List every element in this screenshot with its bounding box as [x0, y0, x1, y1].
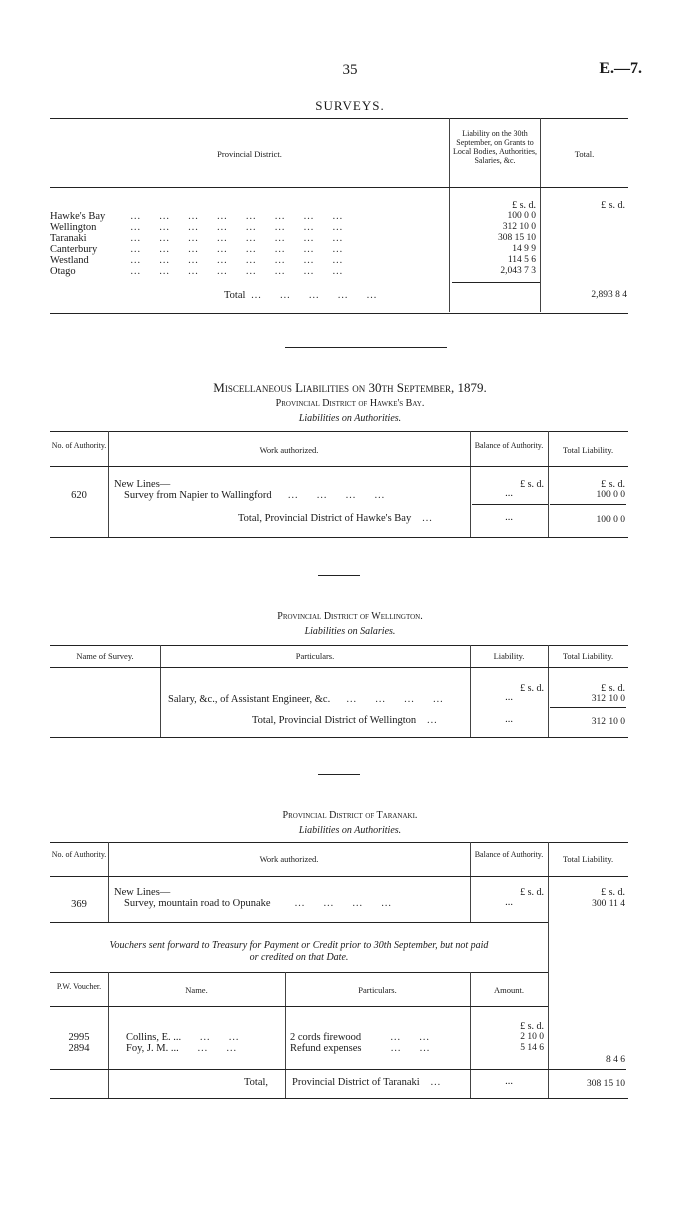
col-balance: Balance of Authority. [474, 850, 544, 859]
district-title: Provincial District of Taranaki. [282, 810, 418, 821]
total-label-district: Provincial District of Taranaki … [292, 1077, 441, 1088]
district-name: Hawke's Bay [50, 211, 106, 222]
currency-header: £ s. d. [520, 887, 544, 898]
total-liab: ... [505, 714, 513, 725]
liability: ... [505, 692, 513, 703]
col-provincial-district: Provincial District. [217, 149, 282, 159]
col-particulars: Particulars. [358, 985, 397, 995]
balance: ... [505, 897, 513, 908]
total-balance: ... [505, 1076, 513, 1087]
currency-header: £ s. d. [512, 200, 536, 211]
particulars-item: Salary, &c., of Assistant Engineer, &c. … … … … [168, 694, 444, 705]
total-liability: 300 11 4 [592, 899, 625, 909]
col-work: Work authorized. [259, 854, 319, 864]
col-total-liability: Total Liability. [562, 445, 614, 455]
voucher-amount: 2 10 0 [520, 1032, 544, 1042]
currency-header: £ s. d. [601, 683, 625, 694]
col-work: Work authorized. [259, 445, 319, 455]
work-item: Survey from Napier to Wallingford … … … … [124, 490, 385, 501]
liability-value: 14 9 9 [512, 244, 536, 254]
currency-header: £ s. d. [520, 1021, 544, 1032]
section-heading: New Lines— [114, 887, 171, 898]
voucher-particulars: Refund expenses … … [290, 1043, 430, 1054]
section-heading: New Lines— [114, 479, 171, 490]
currency-header: £ s. d. [601, 887, 625, 898]
col-particulars: Particulars. [295, 651, 335, 661]
page-reference: E.—7. [599, 60, 642, 77]
authority-no: 620 [71, 490, 87, 501]
district-name: Taranaki [50, 233, 87, 244]
liability-value: 2,043 7 3 [500, 266, 536, 276]
district-name: Otago [50, 266, 76, 277]
page-number: 35 [342, 62, 358, 78]
col-name: Name. [185, 985, 208, 995]
work-item: Survey, mountain road to Opunake … … … … [124, 898, 392, 909]
vouchers-sum: 8 4 6 [606, 1055, 625, 1065]
liability-value: 312 10 0 [502, 222, 536, 232]
liability-value: 308 15 10 [498, 233, 536, 243]
col-total: Total. [574, 149, 595, 159]
total-liability: 312 10 0 [591, 694, 625, 704]
authority-no: 369 [71, 899, 87, 910]
vouchers-note-cont: or credited on that Date. [249, 952, 349, 963]
total-label: Total … … … … … [224, 290, 377, 301]
liability-value: 114 5 6 [507, 255, 536, 265]
voucher-amount: 5 14 6 [520, 1043, 544, 1053]
district-subtitle: Liabilities on Authorities. [298, 413, 402, 424]
district-title: Provincial District of Wellington. [277, 611, 423, 622]
col-voucher: P.W. Voucher. [56, 982, 102, 991]
col-authority-no: No. of Authority. [51, 850, 107, 859]
voucher-name: Foy, J. M. ... … … [126, 1043, 237, 1054]
col-total-liability: Total Liability. [562, 651, 614, 661]
total-label: Total, Provincial District of Hawke's Bay … [238, 513, 433, 524]
col-balance: Balance of Authority. [474, 441, 544, 450]
total-value: 2,893 8 4 [591, 290, 627, 300]
total-value: 308 15 10 [587, 1079, 625, 1089]
total-value: 312 10 0 [591, 717, 625, 727]
total-label: Total, Provincial District of Wellington … [252, 715, 438, 726]
col-total-liability: Total Liability. [562, 854, 614, 864]
misc-title: Miscellaneous Liabilities on 30th September, 1879. [213, 380, 487, 395]
col-liability: Liability. [493, 651, 525, 661]
liability-value: 100 0 0 [507, 211, 536, 221]
district-name: Westland [50, 255, 89, 266]
total-balance: ... [505, 512, 513, 523]
district-name: Canterbury [50, 244, 98, 255]
total-liability: 100 0 0 [596, 490, 625, 500]
vouchers-note: Vouchers sent forward to Treasury for Payment or Credit prior to 30th September, but not paid [109, 940, 489, 951]
col-liability: Liability on the 30th September, on Grants to Local Bodies, Authorities, Salaries, &c. [453, 129, 537, 165]
voucher-name: Collins, E. ... … … [126, 1032, 239, 1043]
voucher-no: 2995 [68, 1032, 90, 1043]
voucher-no: 2894 [68, 1043, 90, 1054]
voucher-particulars: 2 cords firewood … … [290, 1032, 430, 1043]
currency-header: £ s. d. [520, 683, 544, 694]
district-subtitle: Liabilities on Salaries. [304, 626, 396, 637]
col-authority-no: No. of Authority. [51, 441, 107, 450]
district-name: Wellington [50, 222, 97, 233]
district-title: Provincial District of Hawke's Bay. [275, 398, 425, 409]
district-subtitle: Liabilities on Authorities. [298, 825, 402, 836]
total-value: 100 0 0 [596, 515, 625, 525]
col-amount: Amount. [494, 985, 524, 995]
col-name-of-survey: Name of Survey. [76, 651, 134, 661]
total-label: Total, [244, 1077, 269, 1088]
currency-header: £ s. d. [601, 479, 625, 490]
currency-header: £ s. d. [520, 479, 544, 490]
balance: ... [505, 488, 513, 499]
currency-header: £ s. d. [601, 200, 625, 211]
surveys-title: SURVEYS. [315, 98, 385, 113]
